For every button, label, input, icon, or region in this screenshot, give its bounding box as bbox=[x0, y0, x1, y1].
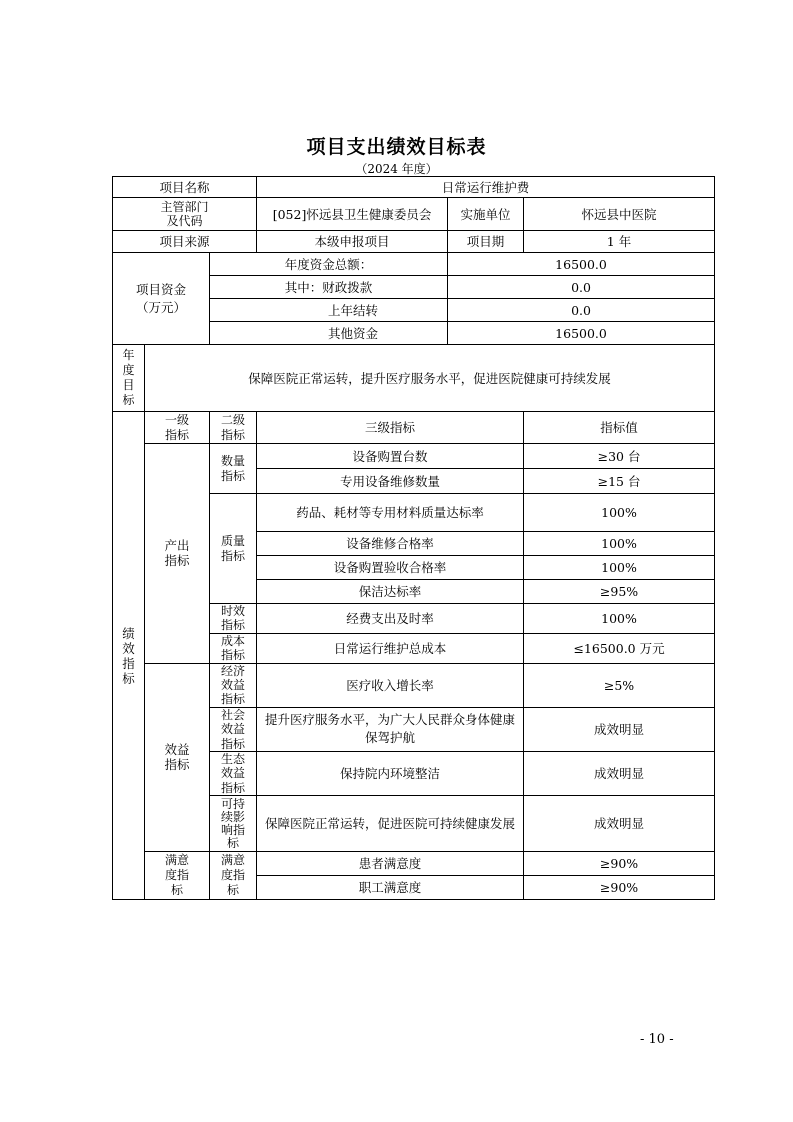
social-benefit-label: 社会 效益 指标 bbox=[210, 707, 257, 751]
funds-other-value: 16500.0 bbox=[448, 322, 715, 345]
table-row bbox=[113, 663, 715, 707]
indicator-value: ≥15 台 bbox=[524, 469, 715, 494]
perf-section-label: 绩 效 指 标 bbox=[113, 412, 145, 900]
document-subtitle: （2024 年度） bbox=[355, 162, 438, 176]
header-value: 指标值 bbox=[524, 412, 715, 444]
row-annual-goal bbox=[113, 345, 715, 412]
time-indicator-label: 时效 指标 bbox=[210, 604, 257, 634]
indicator-value: ≤16500.0 万元 bbox=[524, 633, 715, 663]
sustainable-impact-label: 可持 续影 响指 标 bbox=[210, 796, 257, 852]
impl-unit-label: 实施单位 bbox=[448, 198, 524, 231]
funds-total-label: 年度资金总额： bbox=[210, 253, 448, 276]
indicator-value: ≥5% bbox=[524, 663, 715, 707]
satisfaction-indicator-l1-label: 满意 度指 标 bbox=[145, 852, 210, 900]
indicator-value: ≥95% bbox=[524, 580, 715, 604]
benefit-indicator-label: 效益 指标 bbox=[145, 663, 210, 852]
source-label: 项目来源 bbox=[113, 231, 257, 253]
header-level1: 一级 指标 bbox=[145, 412, 210, 444]
funds-label: 项目资金 （万元） bbox=[113, 253, 210, 345]
indicator-value: 100% bbox=[524, 556, 715, 580]
funds-fiscal-label: 其中：财政拨款 bbox=[210, 276, 448, 299]
header-level2: 二级 指标 bbox=[210, 412, 257, 444]
ecological-benefit-label: 生态 效益 指标 bbox=[210, 751, 257, 795]
period-value: 1 年 bbox=[524, 231, 715, 253]
impl-unit-value: 怀远县中医院 bbox=[524, 198, 715, 231]
economic-benefit-label: 经济 效益 指标 bbox=[210, 663, 257, 707]
output-indicator-label: 产出 指标 bbox=[145, 444, 210, 664]
indicator-name: 设备维修合格率 bbox=[257, 532, 524, 556]
row-department bbox=[113, 198, 715, 231]
document-title: 项目支出绩效目标表 bbox=[306, 136, 487, 158]
indicator-name: 职工满意度 bbox=[257, 876, 524, 900]
department-value: [052]怀远县卫生健康委员会 bbox=[257, 198, 448, 231]
project-name-value: 日常运行维护费 bbox=[257, 177, 715, 198]
quality-indicator-label: 质量 指标 bbox=[210, 494, 257, 604]
row-funds-total bbox=[113, 253, 715, 276]
indicator-name: 医疗收入增长率 bbox=[257, 663, 524, 707]
row-project-name bbox=[113, 177, 715, 198]
indicator-value: ≥90% bbox=[524, 852, 715, 876]
indicator-value: 成效明显 bbox=[524, 751, 715, 795]
performance-target-table bbox=[112, 176, 715, 900]
indicator-value: 成效明显 bbox=[524, 796, 715, 852]
quantity-indicator-label: 数量 指标 bbox=[210, 444, 257, 494]
indicator-name: 提升医疗服务水平，为广大人民群众身体健康保驾护航 bbox=[257, 707, 524, 751]
annual-goal-label: 年 度 目 标 bbox=[113, 345, 145, 412]
funds-carryover-value: 0.0 bbox=[448, 299, 715, 322]
indicator-name: 药品、耗材等专用材料质量达标率 bbox=[257, 494, 524, 532]
indicator-name: 专用设备维修数量 bbox=[257, 469, 524, 494]
satisfaction-indicator-l2-label: 满意 度指 标 bbox=[210, 852, 257, 900]
row-perf-header bbox=[113, 412, 715, 444]
table-row bbox=[113, 444, 715, 469]
source-value: 本级申报项目 bbox=[257, 231, 448, 253]
period-label: 项目期 bbox=[448, 231, 524, 253]
header-level3: 三级指标 bbox=[257, 412, 524, 444]
indicator-name: 经费支出及时率 bbox=[257, 604, 524, 634]
indicator-name: 设备购置台数 bbox=[257, 444, 524, 469]
indicator-name: 保障医院正常运转，促进医院可持续健康发展 bbox=[257, 796, 524, 852]
cost-indicator-label: 成本 指标 bbox=[210, 633, 257, 663]
indicator-name: 保持院内环境整洁 bbox=[257, 751, 524, 795]
indicator-name: 日常运行维护总成本 bbox=[257, 633, 524, 663]
table-row bbox=[113, 852, 715, 876]
indicator-value: 100% bbox=[524, 494, 715, 532]
funds-carryover-label: 上年结转 bbox=[210, 299, 448, 322]
indicator-value: 100% bbox=[524, 604, 715, 634]
indicator-name: 患者满意度 bbox=[257, 852, 524, 876]
indicator-name: 保洁达标率 bbox=[257, 580, 524, 604]
funds-total-value: 16500.0 bbox=[448, 253, 715, 276]
annual-goal-text: 保障医院正常运转，提升医疗服务水平，促进医院健康可持续发展 bbox=[145, 345, 715, 412]
funds-other-label: 其他资金 bbox=[210, 322, 448, 345]
indicator-value: 成效明显 bbox=[524, 707, 715, 751]
page-number: - 10 - bbox=[640, 1032, 674, 1047]
funds-fiscal-value: 0.0 bbox=[448, 276, 715, 299]
department-label: 主管部门 及代码 bbox=[113, 198, 257, 231]
indicator-value: 100% bbox=[524, 532, 715, 556]
project-name-label: 项目名称 bbox=[113, 177, 257, 198]
row-source bbox=[113, 231, 715, 253]
indicator-value: ≥90% bbox=[524, 876, 715, 900]
indicator-value: ≥30 台 bbox=[524, 444, 715, 469]
indicator-name: 设备购置验收合格率 bbox=[257, 556, 524, 580]
